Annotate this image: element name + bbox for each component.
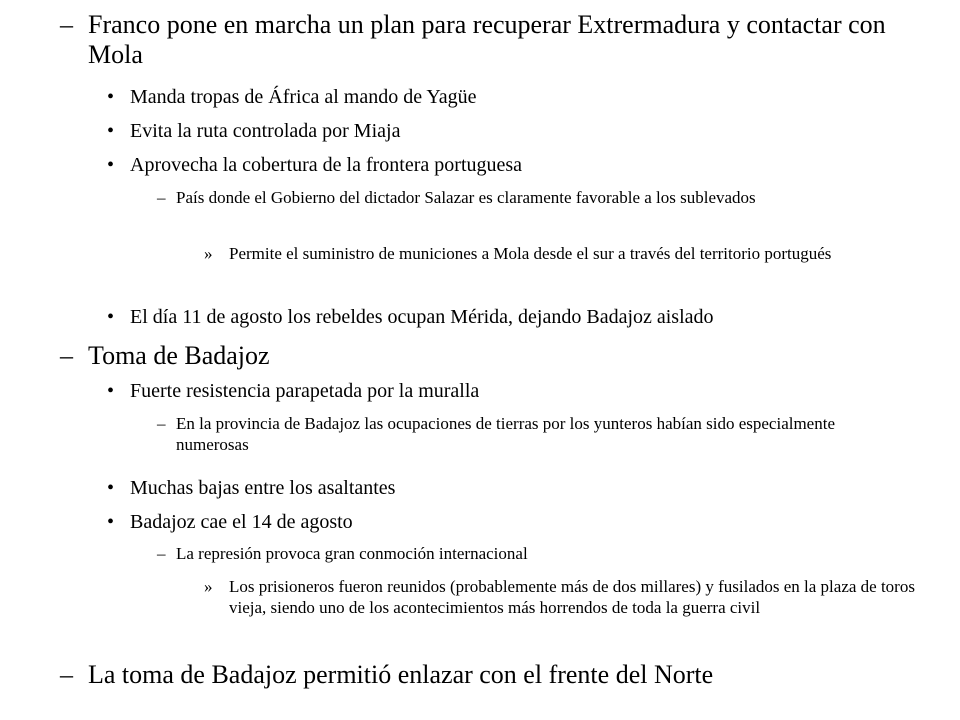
- dash-marker: –: [60, 10, 73, 39]
- outline-item-level2: [107, 119, 927, 143]
- outline-text: En la provincia de Badajoz las ocupaciones de tierras por los yunteros habían sido especialmente numerosas: [176, 414, 835, 454]
- outline-text: Badajoz cae el 14 de agosto: [130, 511, 353, 533]
- outline-item-level3: [157, 413, 902, 455]
- bullet-marker: •: [107, 306, 115, 328]
- bullet-marker: •: [107, 477, 115, 499]
- bullet-marker: •: [107, 86, 115, 108]
- raquo-marker: »: [204, 577, 213, 596]
- dash-marker: –: [157, 188, 166, 207]
- outline-item-level4: [204, 576, 952, 618]
- outline-text: Franco pone en marcha un plan para recuperar Extrermadura y contactar con Mola: [88, 10, 886, 69]
- outline-text: La toma de Badajoz permitió enlazar con el frente del Norte: [88, 660, 714, 689]
- bullet-marker: •: [107, 380, 115, 402]
- bullet-marker: •: [107, 120, 115, 142]
- outline-item-level2: [107, 305, 927, 329]
- outline-item-level2: [107, 510, 927, 534]
- outline-text: Los prisioneros fueron reunidos (probablemente más de dos millares) y fusilados en la plaza de toros vieja, siendo uno de los acontecimientos más horrendos de toda la guerra civil: [229, 577, 915, 617]
- dash-marker: –: [60, 341, 73, 370]
- outline-item-level1: [60, 660, 940, 690]
- outline-text: Aprovecha la cobertura de la frontera portuguesa: [130, 154, 523, 176]
- dash-marker: –: [157, 414, 166, 433]
- outline-text: Evita la ruta controlada por Miaja: [130, 120, 401, 142]
- outline-text: Fuerte resistencia parapetada por la muralla: [130, 380, 480, 402]
- bullet-marker: •: [107, 154, 115, 176]
- outline-text: Muchas bajas entre los asaltantes: [130, 477, 396, 499]
- outline-item-level4: [204, 243, 952, 264]
- outline-item-level2: [107, 379, 927, 403]
- outline-item-level3: [157, 187, 902, 208]
- outline-item-level2: [107, 153, 927, 177]
- dash-marker: –: [157, 544, 166, 563]
- outline-text: Manda tropas de África al mando de Yagüe: [130, 86, 477, 108]
- outline-text: El día 11 de agosto los rebeldes ocupan Mérida, dejando Badajoz aislado: [130, 306, 714, 328]
- outline-item-level2: [107, 476, 927, 500]
- outline-item-level3: [157, 543, 902, 564]
- outline-item-level2: [107, 85, 927, 109]
- outline-item-level1: [60, 10, 940, 70]
- outline-item-level1: [60, 341, 940, 371]
- raquo-marker: »: [204, 244, 213, 263]
- outline-text: País donde el Gobierno del dictador Salazar es claramente favorable a los sublevados: [176, 188, 756, 207]
- outline-text: Permite el suministro de municiones a Mola desde el sur a través del territorio portugués: [229, 244, 832, 263]
- bullet-marker: •: [107, 511, 115, 533]
- outline-text: La represión provoca gran conmoción internacional: [176, 544, 528, 563]
- dash-marker: –: [60, 660, 73, 689]
- outline-text: Toma de Badajoz: [88, 341, 270, 370]
